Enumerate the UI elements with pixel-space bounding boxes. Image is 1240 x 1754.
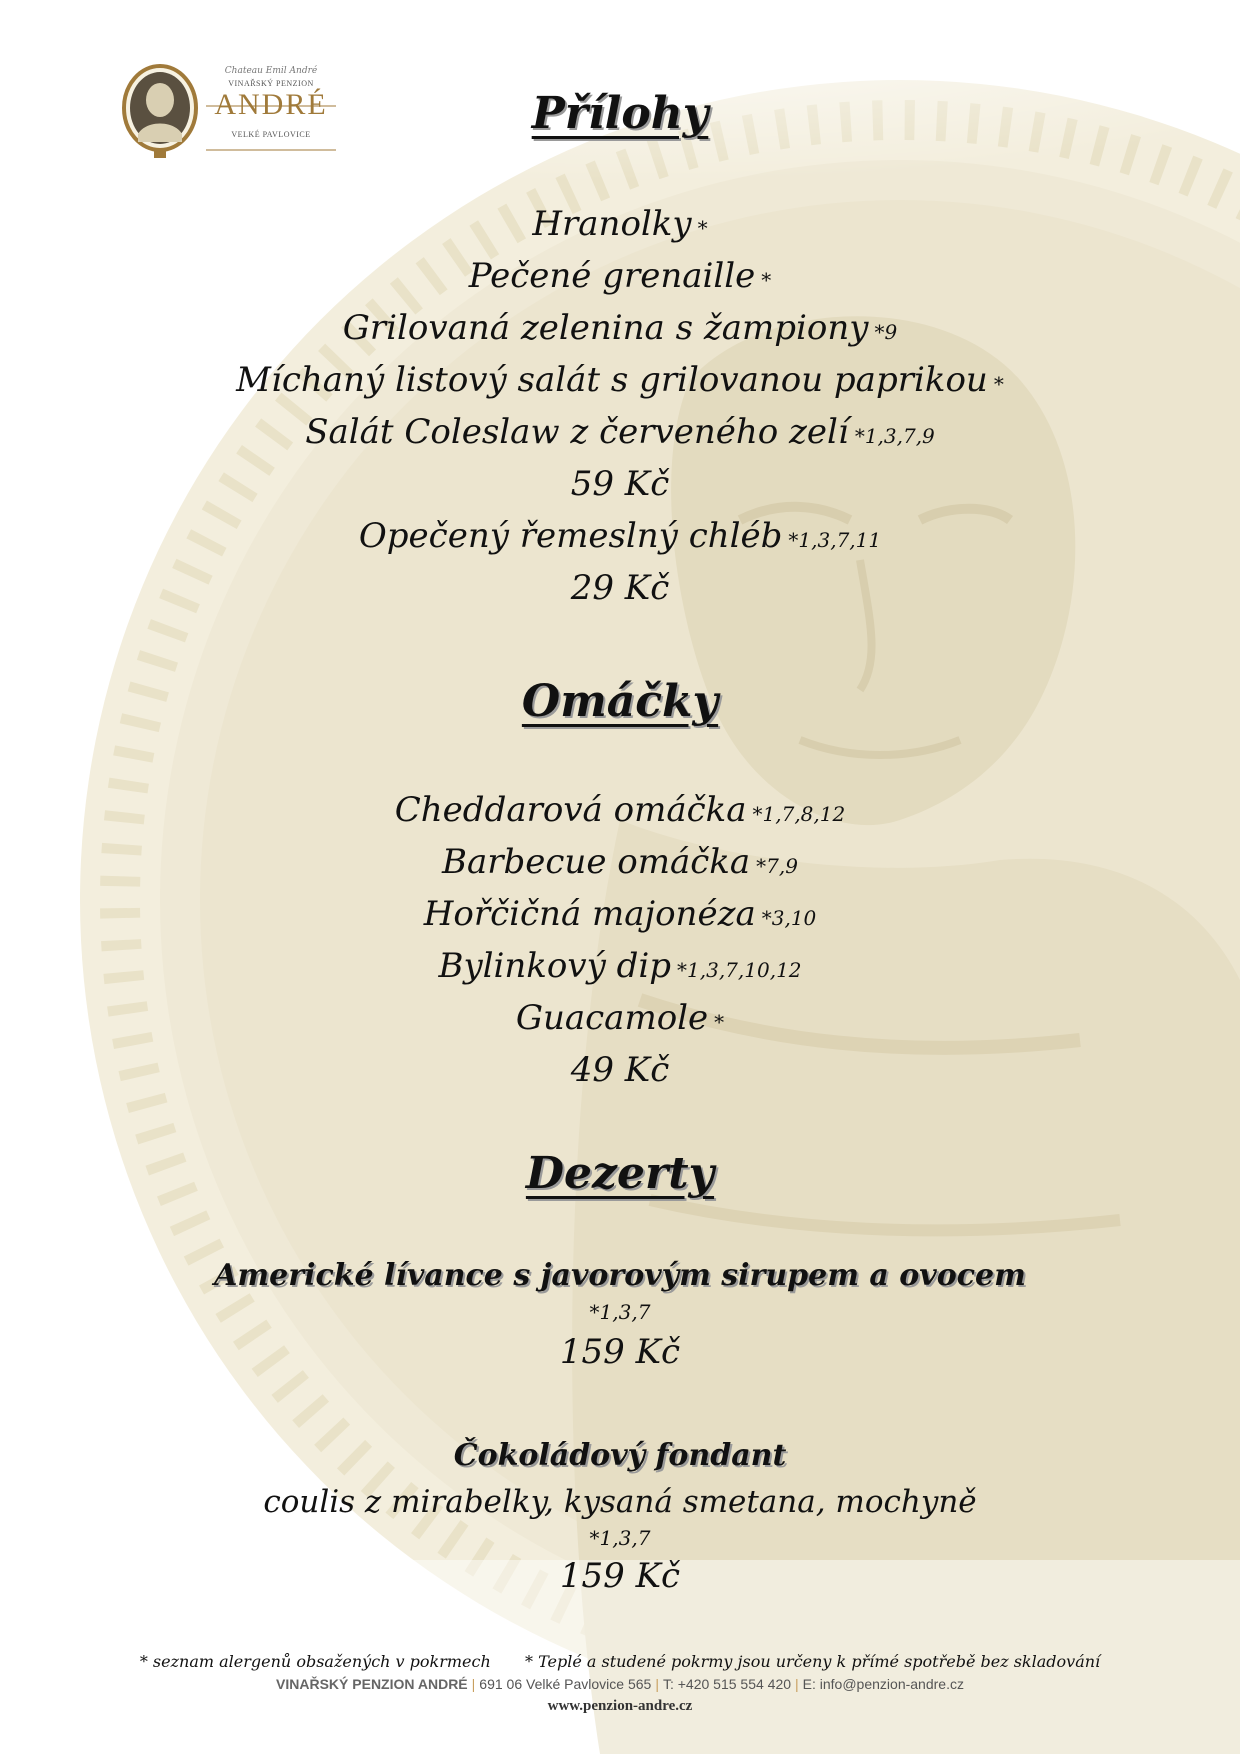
menu-item-name: Bylinkový dip (438, 946, 672, 986)
menu-item (0, 998, 1240, 1038)
footer-email[interactable]: E: info@penzion-andre.cz (802, 1676, 964, 1692)
allergen-code: *7,9 (756, 854, 798, 878)
menu-item-name: Míchaný listový salát s grilovanou paprikou (236, 360, 988, 400)
dessert-name: Americké lívance s javorovým sirupem a ovocem (214, 1258, 1026, 1293)
allergen-code: *1,3,7 (589, 1300, 651, 1324)
footer-note-storage: * Teplé a studené pokrmy jsou určeny k přímé spotřebě bez skladování (524, 1652, 1101, 1671)
menu-item-name: Guacamole (515, 998, 709, 1038)
allergen-code: * (761, 268, 772, 292)
footer-note-allergens: * seznam alergenů obsažených v pokrmech (139, 1652, 491, 1671)
allergen-code: *1,3,7,9 (854, 424, 935, 448)
price: 49 Kč (570, 1050, 670, 1090)
allergen-code: * (714, 1010, 725, 1034)
menu-item-name: Grilovaná zelenina s žampiony (342, 308, 869, 348)
allergen-code: *1,3,7 (589, 1526, 651, 1550)
section-title-prilohy: Přílohy (531, 88, 709, 139)
menu-item (0, 308, 1240, 348)
allergen-code: *1,7,8,12 (752, 802, 846, 826)
section-title-dezerty: Dezerty (525, 1148, 715, 1199)
logo-name: ANDRÉ (214, 88, 328, 121)
footer-contact: VINAŘSKÝ PENZION ANDRÉ | 691 06 Velké Pavlovice 565 | T: +420 515 554 420 | E: info@penzion-andre.cz (276, 1676, 964, 1692)
allergen-code: *1,3,7,10,12 (677, 958, 802, 982)
footer-notes (0, 1652, 1240, 1671)
allergen-code: *1,3,7,11 (788, 528, 882, 552)
menu-item (0, 412, 1240, 452)
price: 59 Kč (570, 464, 670, 504)
menu-item-name: Opečený řemeslný chléb (358, 516, 783, 556)
section-title-omacky: Omáčky (521, 676, 719, 727)
menu-item-name: Cheddarová omáčka (394, 790, 747, 830)
price: 159 Kč (559, 1556, 681, 1596)
allergen-code: *3,10 (761, 906, 817, 930)
footer-website-link[interactable]: www.penzion-andre.cz (547, 1698, 693, 1714)
menu-item-name: Pečené grenaille (468, 256, 756, 296)
menu-item-name: Salát Coleslaw z červeného zelí (305, 412, 849, 452)
menu-item (0, 256, 1240, 296)
menu-item-name: Hranolky (532, 204, 692, 244)
footer-address: 691 06 Velké Pavlovice 565 (479, 1676, 652, 1692)
menu-item (0, 516, 1240, 556)
price: 159 Kč (559, 1332, 681, 1372)
menu-item (0, 842, 1240, 882)
logo-subtitle: VINAŘSKÝ PENZION (228, 79, 314, 88)
menu-item (0, 946, 1240, 986)
menu-item-name: Barbecue omáčka (442, 842, 751, 882)
allergen-code: *9 (874, 320, 898, 344)
dessert-description: coulis z mirabelky, kysaná smetana, mochyně (263, 1484, 977, 1520)
price: 29 Kč (570, 568, 670, 608)
menu-item (0, 204, 1240, 244)
menu-item (0, 790, 1240, 830)
dessert-name: Čokoládový fondant (453, 1438, 787, 1473)
footer-phone: T: +420 515 554 420 (662, 1676, 792, 1692)
allergen-code: * (697, 216, 708, 240)
footer-brand: VINAŘSKÝ PENZION ANDRÉ (276, 1676, 468, 1692)
logo-script-line: Chateau Emil André (224, 66, 318, 76)
menu-item (0, 360, 1240, 400)
allergen-code: * (993, 372, 1004, 396)
logo-place: VELKÉ PAVLOVICE (231, 130, 311, 139)
menu-item-name: Hořčičná majonéza (423, 894, 756, 934)
menu-item (0, 894, 1240, 934)
